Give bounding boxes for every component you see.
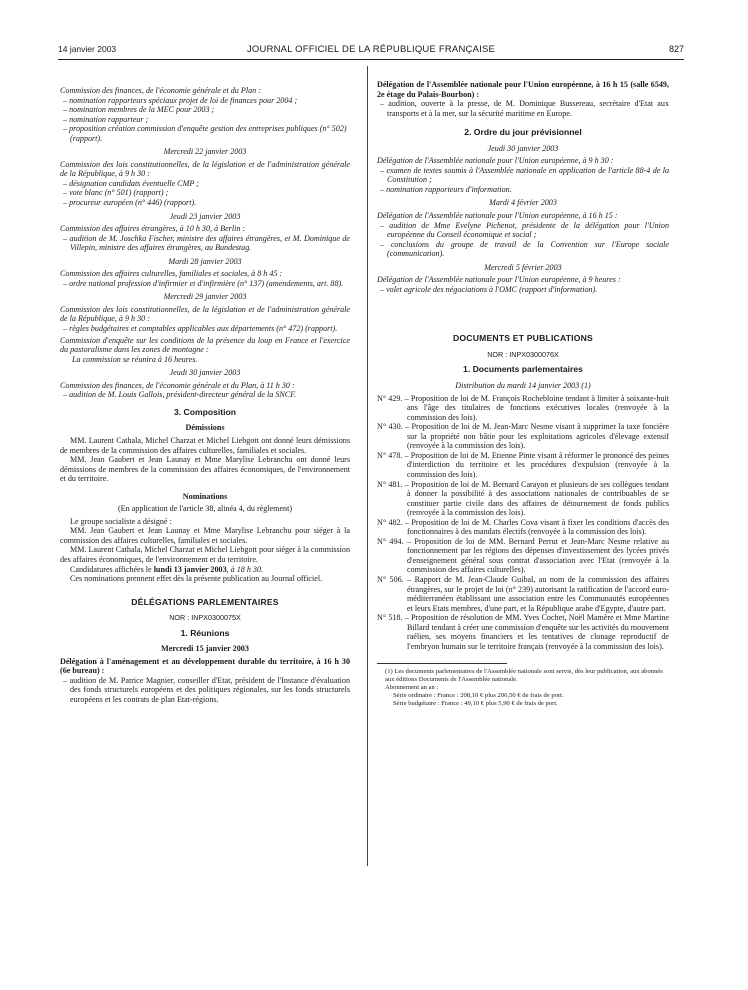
- culturelles-commission: Commission des affaires culturelles, familiales et sociales, à 8 h 45 :: [60, 269, 283, 279]
- journal-title: JOURNAL OFFICIEL DE LA RÉPUBLIQUE FRANÇAISE: [246, 44, 496, 55]
- agenda-item: – audition de M. Joschka Fischer, ministre des affaires étrangères, et M. Dominique de Villepin, ministre des affaires étrangères, au Bundestag.: [63, 233, 350, 253]
- delegation-title: Délégation à l'aménagement et au développement durable du territoire, à 16 h 30 (6e bureau) :: [60, 656, 350, 676]
- subtitle: (En application de l'article 38, alinéa 4, du règlement): [117, 504, 293, 514]
- text-run: Candidatures affichées le: [70, 564, 154, 574]
- reunion-note: La commission se réunira à 16 heures.: [72, 354, 198, 364]
- paragraph: MM. Laurent Cathala, Michel Charzat et Michel Liebgott ont donné leurs démissions de membres de la commission des affaires culturelles, familiales et sociales.: [60, 435, 350, 455]
- footnote-text: Série ordinaire : France : 208,10 € plus 206,50 € de frais de port.: [393, 692, 564, 700]
- paragraph: MM. Laurent Cathala, Michel Charzat et Michel Liebgott pour siéger à la commission des affaires économiques, de l'environnement et du territoire.: [60, 545, 350, 564]
- lois-commission: Commission des lois constitutionnelles, de la législation et de l'administration générale de la République, à 9 h 30 :: [60, 304, 350, 324]
- paragraph: [60, 565, 350, 575]
- section-heading: 1. Documents parlementaires: [463, 364, 583, 375]
- agenda-item: – nomination rapporteurs spéciaux projet de loi de finances pour 2004 ;: [63, 95, 298, 105]
- lois-commission: Commission des lois constitutionnelles, de la législation et de l'administration générale de la République, à 9 h 30 :: [60, 159, 350, 179]
- left-column: [60, 86, 350, 705]
- section-heading: 3. Composition: [173, 406, 237, 417]
- section-heading: 2. Ordre du jour prévisionnel: [464, 127, 582, 138]
- agenda-item: – conclusions du groupe de travail de la Convention sur l'Europe sociale (communication).: [380, 239, 669, 259]
- page-header: [58, 44, 684, 58]
- subsection-heading: Démissions: [185, 423, 225, 433]
- document-entry: N° 481. – Proposition de loi de M. Bernard Carayon et plusieurs de ses collègues tendant à donner la possibilité à des associations nationales de contribuables de se constituer partie civile dans des affaires de détournement de fonds publics (renvoyée à la commission des lois).: [377, 479, 669, 518]
- document-entry: N° 478. – Proposition de loi de M. Etienne Pinte visant à réformer le prononcé des peines d'interdiction du territoire et les procédures d'expulsion (renvoyée à la commission des lois).: [377, 450, 669, 479]
- header-rule: [58, 59, 684, 60]
- footnote-text: (1) Les documents parlementaires de l'Assemblée nationale sont servis, dès leur publication, aux abonnés aux éditions Documents de l'Assemblée nationale.: [385, 668, 663, 684]
- column-divider: [367, 66, 368, 866]
- paragraph: Ces nominations prennent effet dès la présente publication au Journal officiel.: [70, 574, 323, 584]
- agenda-item: – désignation candidats éventuelle CMP ;: [63, 178, 199, 188]
- section-heading: 1. Réunions: [180, 627, 230, 638]
- agenda-item: – nomination rapporteurs d'information.: [380, 184, 512, 194]
- paragraph: MM. Jean Gaubert et Jean Launay et Mme Marylise Lebranchu ont donné leurs démissions de membres de la commission des affaires économiques, de l'environnement et du territoire.: [60, 455, 350, 484]
- header-date: 14 janvier 2003: [58, 44, 117, 54]
- subsection-heading: Nominations: [182, 491, 228, 501]
- agenda-item: – audition de M. Patrice Magnier, conseiller d'Etat, président de l'Instance d'évaluation des fonds structurels européens et des politiques régionales, sur les fonds structurels européens et les contrats de plan Etat-régions.: [63, 675, 350, 704]
- date-heading: Mercredi 22 janvier 2003: [163, 147, 247, 157]
- agenda-item: – nomination membres de la MEC pour 2003 ;: [63, 105, 215, 115]
- section-heading: DOCUMENTS ET PUBLICATIONS: [453, 333, 593, 344]
- agenda-item: – ordre national profession d'infirmier et d'infirmière (n° 137) (amendements, art. 88).: [63, 278, 344, 288]
- finances-commission: Commission des finances, de l'économie générale et du Plan :: [60, 86, 261, 95]
- agenda-item: – proposition création commission d'enquête gestion des entreprises publiques (n° 502) (rapport).: [63, 124, 347, 143]
- footnote: [377, 668, 669, 708]
- footnote-text: Abonnement an an :: [385, 684, 439, 692]
- text-run: lundi 13 janvier 2003: [153, 564, 227, 574]
- document-entry: N° 506. – Rapport de M. Jean-Claude Guibal, au nom de la commission des affaires étrangères, sur le projet de loi (n° 239) autorisant la ratification de l'accord euro-méditerranéen établissant une association entre les Communautés européennes et leurs Etats membres, d'une part, et la République arabe d'Egypte, d'autre part.: [377, 574, 669, 613]
- date-heading: Mercredi 15 janvier 2003: [161, 644, 249, 654]
- right-column: [377, 80, 669, 708]
- date-heading: Mardi 28 janvier 2003: [168, 256, 242, 266]
- section-heading: DÉLÉGATIONS PARLEMENTAIRES: [131, 596, 279, 607]
- date-heading: Jeudi 30 janvier 2003: [487, 143, 559, 153]
- enquete-commission: Commission d'enquête sur les conditions de la présence du loup en France et l'exercice du pastoralisme dans les zones de montagne :: [60, 335, 350, 355]
- nor-reference: NOR : INPX0300076X: [487, 349, 559, 359]
- document-entry: N° 482. – Proposition de loi de M. Charles Cova visant à fixer les conditions d'accès des fonctionnaires à des mandats électifs (renvoyée à la commission des lois).: [377, 517, 669, 537]
- etrangeres-commission: Commission des affaires étrangères, à 10 h 30, à Berlin :: [60, 224, 246, 234]
- nor-reference: NOR : INPX0300075X: [169, 613, 241, 623]
- document-entry: N° 494. – Proposition de loi de MM. Bernard Perrut et Jean-Marc Nesme relative au fonctionnement par les régions des dépenses d'investissement des lycées privés d'enseignement général sous contrat d'association avec l'Etat (renvoyée à la commission des affaires culturelles).: [377, 536, 669, 575]
- agenda-item: – vote blanc (n° 501) (rapport) ;: [63, 188, 169, 198]
- date-heading: Jeudi 23 janvier 2003: [169, 211, 241, 221]
- finances-commission: Commission des finances, de l'économie générale et du Plan, à 11 h 30 :: [60, 380, 295, 390]
- agenda-item: – procureur européen (n° 446) (rapport).: [63, 198, 197, 208]
- agenda-item: – audition de M. Louis Gallois, président-directeur général de la SNCF.: [63, 390, 297, 400]
- document-entry: N° 430. – Proposition de loi de M. Jean-Marc Nesme visant à supprimer la taxe foncière sur la propriété non bâtie pour les exploitations agricoles d'élevage extensif (renvoyée à la commission des lois).: [377, 422, 669, 451]
- paragraph: MM. Jean Gaubert et Jean Launay et Mme Marylise Lebranchu pour siéger à la commission des affaires culturelles, familiales et sociales.: [60, 526, 350, 545]
- date-heading: Mercredi 29 janvier 2003: [163, 292, 247, 302]
- agenda-item: – audition, ouverte à la presse, de M. Dominique Bussereau, secrétaire d'Etat aux transports et à la mer, sur la sécurité maritime en Europe.: [380, 99, 669, 118]
- page-number: 827: [668, 44, 684, 54]
- delegation-title: Délégation de l'Assemblée nationale pour l'Union européenne, à 16 h 15 :: [377, 211, 618, 221]
- distribution-heading: Distribution du mardi 14 janvier 2003 (1): [455, 381, 591, 391]
- agenda-item: – volet agricole des négociations à l'OMC (rapport d'information).: [380, 284, 598, 294]
- date-heading: Jeudi 30 janvier 2003: [169, 368, 241, 378]
- delegation-title: Délégation de l'Assemblée nationale pour l'Union européenne, à 9 h 30 :: [377, 156, 614, 166]
- document-entry: N° 518. – Proposition de résolution de MM. Yves Cochet, Noël Mamère et Mme Martine Billard tendant à créer une commission d'enquête sur les activités du mouvement raélien, ses moyens financiers et les tentatives de clonage reproductif de l'embryon humain sur le territoire français (renvoyée à la commission des lois).: [377, 613, 669, 651]
- paragraph: Le groupe socialiste a désigné :: [70, 516, 172, 526]
- agenda-item: – audition de Mme Evelyne Pichenot, présidente de la délégation pour l'Union européenne du Conseil économique et social ;: [380, 220, 669, 240]
- footnote-text: Série budgétaire : France : 49,10 € plus 5,90 € de frais de port.: [393, 700, 558, 708]
- footnote-rule: [377, 663, 507, 664]
- delegation-title: Délégation de l'Assemblée nationale pour l'Union européenne, à 16 h 15 (salle 6549, 2e étage du Palais-Bourbon) :: [377, 80, 669, 99]
- agenda-item: – examen de textes soumis à l'Assemblée nationale en application de l'article 88-4 de la Constitution ;: [380, 165, 669, 185]
- document-entry: N° 429. – Proposition de loi de M. François Rochebloine tendant à limiter à soixante-huit ans l'âge des titulaires de fonctions exécutives locales (renvoyée à la commission des lois).: [377, 393, 669, 422]
- agenda-item: – règles budgétaires et comptables applicables aux départements (n° 472) (rapport).: [63, 324, 338, 334]
- date-heading: Mardi 4 février 2003: [489, 198, 557, 208]
- date-heading: Mercredi 5 février 2003: [484, 262, 562, 272]
- agenda-item: – nomination rapporteur ;: [63, 114, 149, 124]
- text-run: , à 18 h 30.: [226, 564, 264, 574]
- delegation-title: Délégation de l'Assemblée nationale pour l'Union européenne, à 9 heures :: [377, 275, 621, 285]
